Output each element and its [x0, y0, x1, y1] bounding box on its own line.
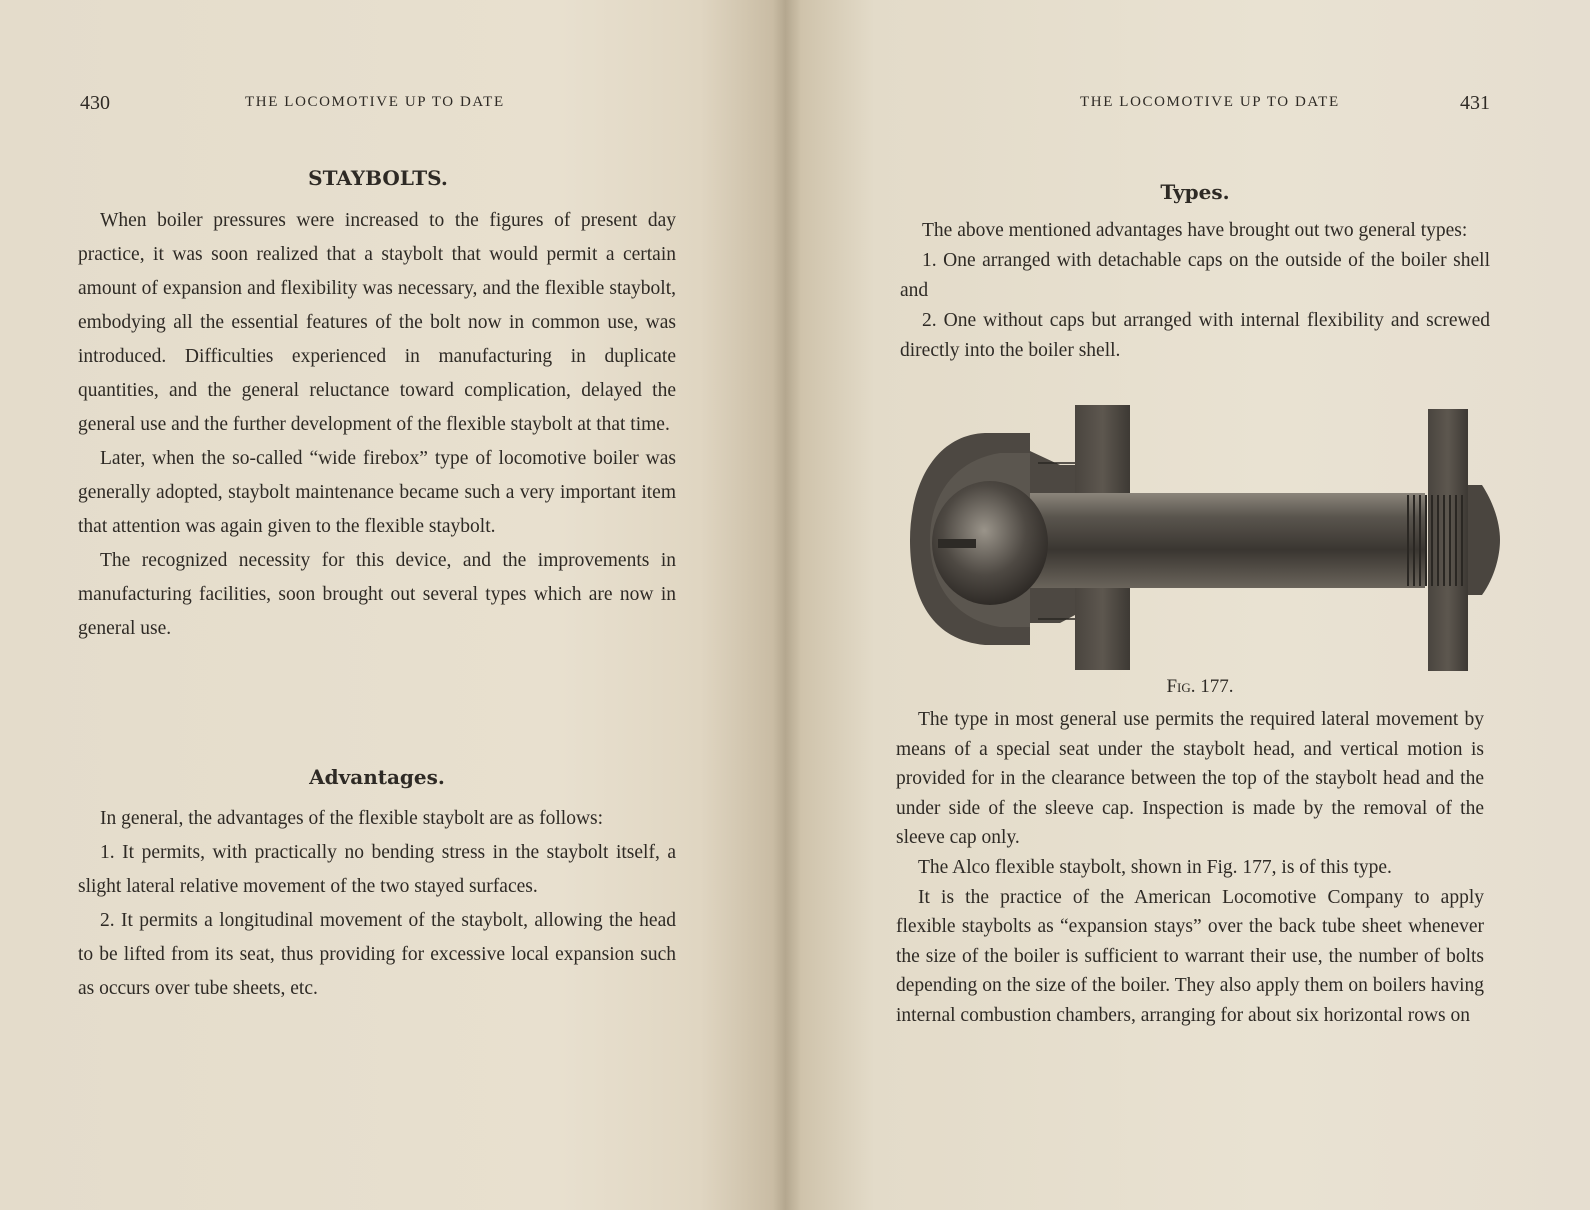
right-running-head: THE LOCOMOTIVE UP TO DATE — [1080, 94, 1340, 110]
left-running-head: THE LOCOMOTIVE UP TO DATE — [245, 94, 505, 110]
paragraph: In general, the advantages of the flexible staybolt are as follows: — [100, 808, 604, 829]
types-intro-text — [900, 216, 1490, 366]
section-title-staybolts: STAYBOLTS. — [308, 166, 448, 190]
types-body-text — [896, 705, 1484, 1031]
figure-caption: Fig. 177. — [1166, 676, 1234, 697]
section-title-advantages: Advantages. — [309, 765, 445, 789]
paragraph: The Alco flexible staybolt, shown in Fig. 177, is of this type. — [918, 856, 1392, 878]
paragraph: 1. One arranged with detachable caps on the outside of the boiler shell and — [900, 250, 1490, 301]
right-page-number: 431 — [1460, 92, 1490, 114]
paragraph: 1. It permits, with practically no bending stress in the staybolt itself, a slight lateral relative movement of the two stayed surfaces. — [78, 842, 676, 897]
paragraph: When boiler pressures were increased to the figures of present day practice, it was soon realized that a staybolt that would permit a certain amount of expansion and flexibility was necessary, and the flexible staybolt, embodying all the essential features of the bolt now in common use, was introduced. Difficulties experienced in manufacturing in duplicate quantities, and the general reluctance toward complication, delayed the general use and the further development of the flexible staybolt at that time. — [78, 210, 676, 435]
advantages-text — [78, 802, 676, 1006]
paragraph: The recognized necessity for this device, and the improvements in manufacturing facilities, soon brought out several types which are now in general use. — [78, 550, 676, 639]
paragraph: 2. It permits a longitudinal movement of the staybolt, allowing the head to be lifted from its seat, thus providing for excessive local expansion such as occurs over tube sheets, etc. — [78, 910, 676, 999]
right-page — [800, 0, 1590, 1210]
section-title-types: Types. — [1160, 180, 1230, 204]
staybolts-text — [78, 204, 676, 646]
paragraph: It is the practice of the American Locomotive Company to apply flexible staybolts as “expansion stays” over the back tube sheet whenever the size of the boiler is sufficient to warrant their use, the number of bolts depending on the size of the boiler. They also apply them on boilers having internal combustion chambers, arranging for about six horizontal rows on — [896, 886, 1484, 1026]
left-page — [0, 0, 780, 1210]
paragraph: The type in most general use permits the required lateral movement by means of a special seat under the staybolt head, and vertical motion is provided for in the clearance between the top of the staybolt head and the under side of the sleeve cap. Inspection is made by the removal of the sleeve cap only. — [896, 709, 1484, 849]
paragraph: Later, when the so-called “wide firebox” type of locomotive boiler was generally adopted, staybolt maintenance became such a very important item that attention was again given to the flexible staybolt. — [78, 448, 676, 537]
paragraph: The above mentioned advantages have brought out two general types: — [922, 220, 1468, 241]
paragraph: 2. One without caps but arranged with internal flexibility and screwed directly into the boiler shell. — [900, 310, 1490, 361]
staybolt-cross-section-illustration — [910, 405, 1510, 685]
left-page-number: 430 — [80, 92, 110, 114]
